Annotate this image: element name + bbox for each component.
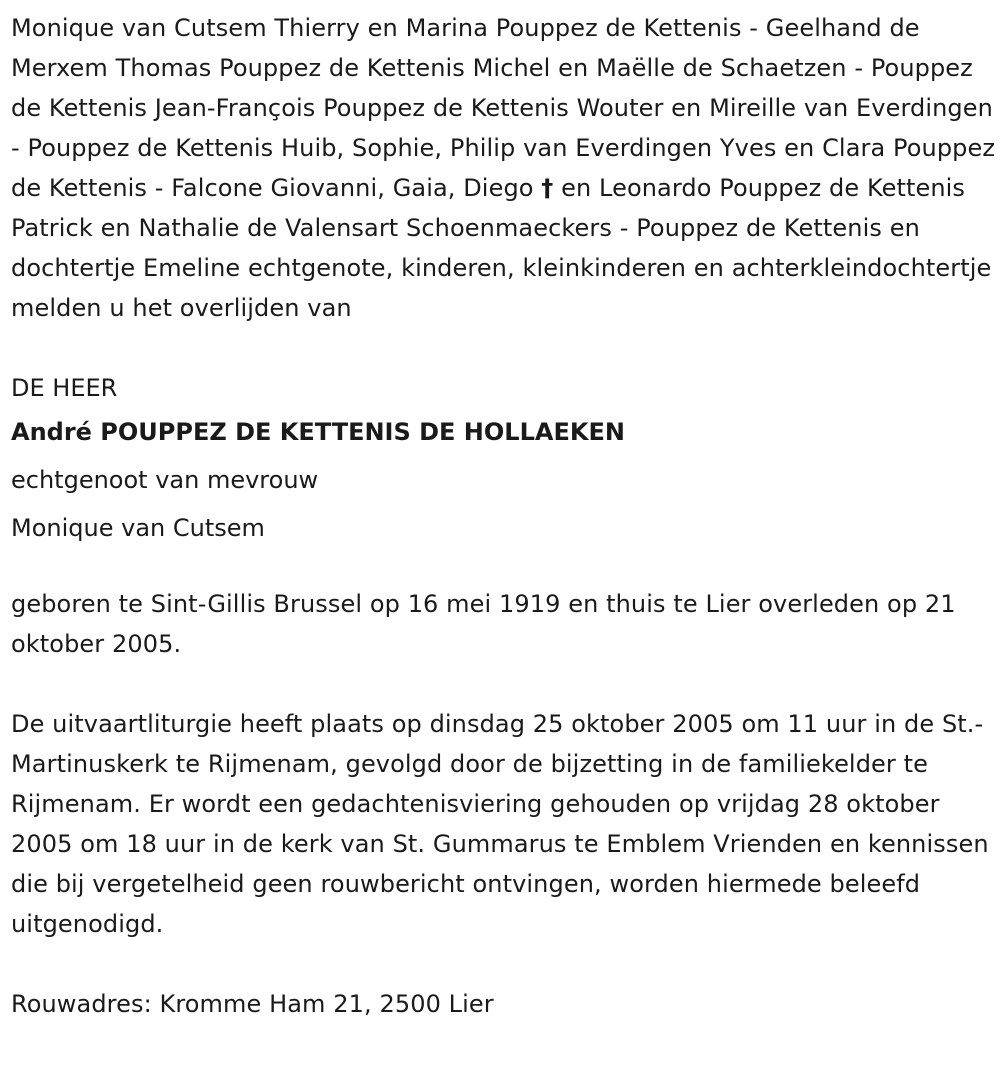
death-notice <box>11 8 996 1024</box>
family-announcement <box>11 8 996 328</box>
deceased-name: André POUPPEZ DE KETTENIS DE HOLLAEKEN <box>11 418 625 446</box>
spouse-label: echtgenoot van mevrouw <box>11 466 319 494</box>
funeral-details: De uitvaartliturgie heeft plaats op dinsdag 25 oktober 2005 om 11 uur in de St.-Martinuskerk te Rijmenam, gevolgd door de bijzetting in de familiekelder te Rijmenam. Er wordt een gedachtenisviering gehouden op vrijdag 28 oktober 2005 om 18 uur in de kerk van St. Gummarus te Emblem Vrienden en kennissen die bij vergetelheid geen rouwbericht ontvingen, worden hiermede beleefd uitgenodigd. <box>11 710 989 938</box>
honorific-title: DE HEER <box>11 374 118 402</box>
birth-death-details: geboren te Sint-Gillis Brussel op 16 mei 1919 en thuis te Lier overleden op 21 oktober 2005. <box>11 590 956 658</box>
mourning-address: Rouwadres: Kromme Ham 21, 2500 Lier <box>11 990 494 1018</box>
family-text-part1: Monique van Cutsem Thierry en Marina Pouppez de Kettenis - Geelhand de Merxem Thomas Pouppez de Kettenis Michel en Maëlle de Schaetzen - Pouppez de Kettenis Jean-François Pouppez de Kettenis Wouter en Mireille van Everdingen - Pouppez de Kettenis Huib, Sophie, Philip van Everdingen Yves en Clara Pouppez de Kettenis - Falcone Giovanni, Gaia, Diego <box>11 14 996 202</box>
spouse-name: Monique van Cutsem <box>11 514 265 542</box>
family-text-part2: en Leonardo Pouppez de Kettenis Patrick en Nathalie de Valensart Schoenmaeckers - Pouppez de Kettenis en dochtertje Emeline echtgenote, kinderen, kleinkinderen en achterkleindochtertje melden u het overlijden van <box>11 174 992 322</box>
cross-icon: † <box>541 174 554 202</box>
